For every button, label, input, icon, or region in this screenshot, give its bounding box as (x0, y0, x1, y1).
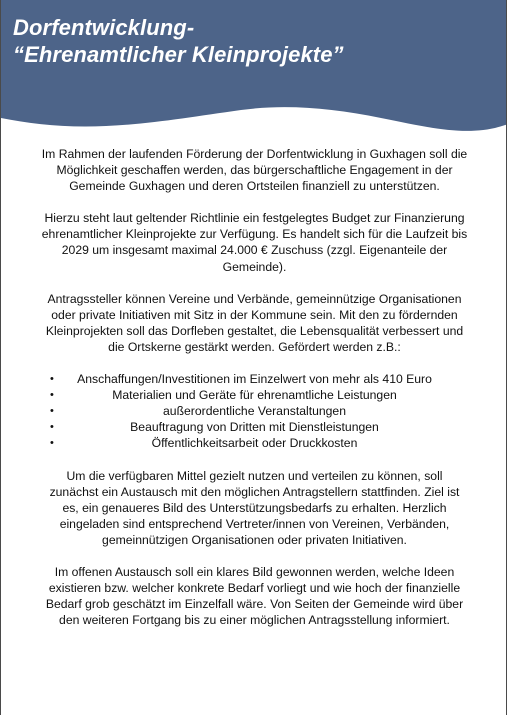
title-line-2: “Ehrenamtlicher Kleinprojekte” (13, 42, 344, 67)
title-line-1: Dorfentwicklung- (13, 15, 195, 40)
paragraph-applicants: Antragssteller können Vereine und Verbände, gemeinnützige Organisationen oder private Initiativen mit Sitz in der Kommune sein. Mit den zu fördernden Kleinprojekten soll das Dorfleben gestaltet, die Lebensqualität verbessert und die Ortskerne gestärkt werden. Gefördert werden z.B.: (45, 291, 464, 354)
list-item-text: außerordentliche Veranstaltungen (163, 404, 346, 419)
paragraph-outlook: Im offenen Austausch soll ein klares Bild gewonnen werden, welche Ideen existieren bzw. welcher konkrete Bedarf vorliegt und wie hoch der finanzielle Bedarf grob geschätzt im Einzelfall wäre. Von Seiten der Gemeinde wird über den weiteren Fortgang bis zu einer möglichen Antragsstellung informiert. (45, 564, 464, 628)
funding-examples-list (41, 371, 468, 451)
list-item-text: Materialien und Geräte für ehrenamtliche Leistungen (112, 388, 397, 403)
bullet-icon: • (50, 421, 54, 434)
page-title (13, 14, 344, 68)
paragraph-exchange: Um die verfügbaren Mittel gezielt nutzen und verteilen zu können, soll zunächst ein Austausch mit den möglichen Antragstellern stattfinden. Ziel ist es, ein genaueres Bild des Unterstützungsbedarfs zu erhalten. Herzlich eingeladen sind entsprechend Vertreter/innen von Vereinen, Verbänden, gemeinnützigen Organisationen oder privaten Initiativen. (49, 468, 460, 547)
paragraph-budget: Hierzu steht laut geltender Richtlinie ein festgelegtes Budget zur Finanzierung ehrenamtlicher Kleinprojekte zur Verfügung. Es handelt sich für die Laufzeit bis 2029 um insgesamt maximal 24.000 € Zuschuss (zzgl. Eigenanteile der Gemeinde). (41, 211, 468, 274)
body-text (41, 146, 468, 644)
bullet-icon: • (50, 405, 54, 418)
list-item-text: Beauftragung von Dritten mit Dienstleistungen (130, 420, 379, 435)
bullet-icon: • (50, 389, 54, 402)
list-item (41, 387, 468, 403)
list-item (41, 435, 468, 451)
paragraph-intro: Im Rahmen der laufenden Förderung der Dorfentwicklung in Guxhagen soll die Möglichkeit geschaffen werden, das bürgerschaftliche Engagement in der Gemeinde Guxhagen und deren Ortsteilen finanziell zu unterstützen. (41, 147, 468, 194)
list-item-text: Anschaffungen/Investitionen im Einzelwert von mehr als 410 Euro (77, 372, 432, 387)
list-item (41, 419, 468, 435)
list-item-text: Öffentlichkeitsarbeit oder Druckkosten (151, 436, 358, 451)
list-item (41, 403, 468, 419)
bullet-icon: • (50, 373, 54, 386)
bullet-icon: • (50, 437, 54, 450)
list-item (41, 371, 468, 387)
